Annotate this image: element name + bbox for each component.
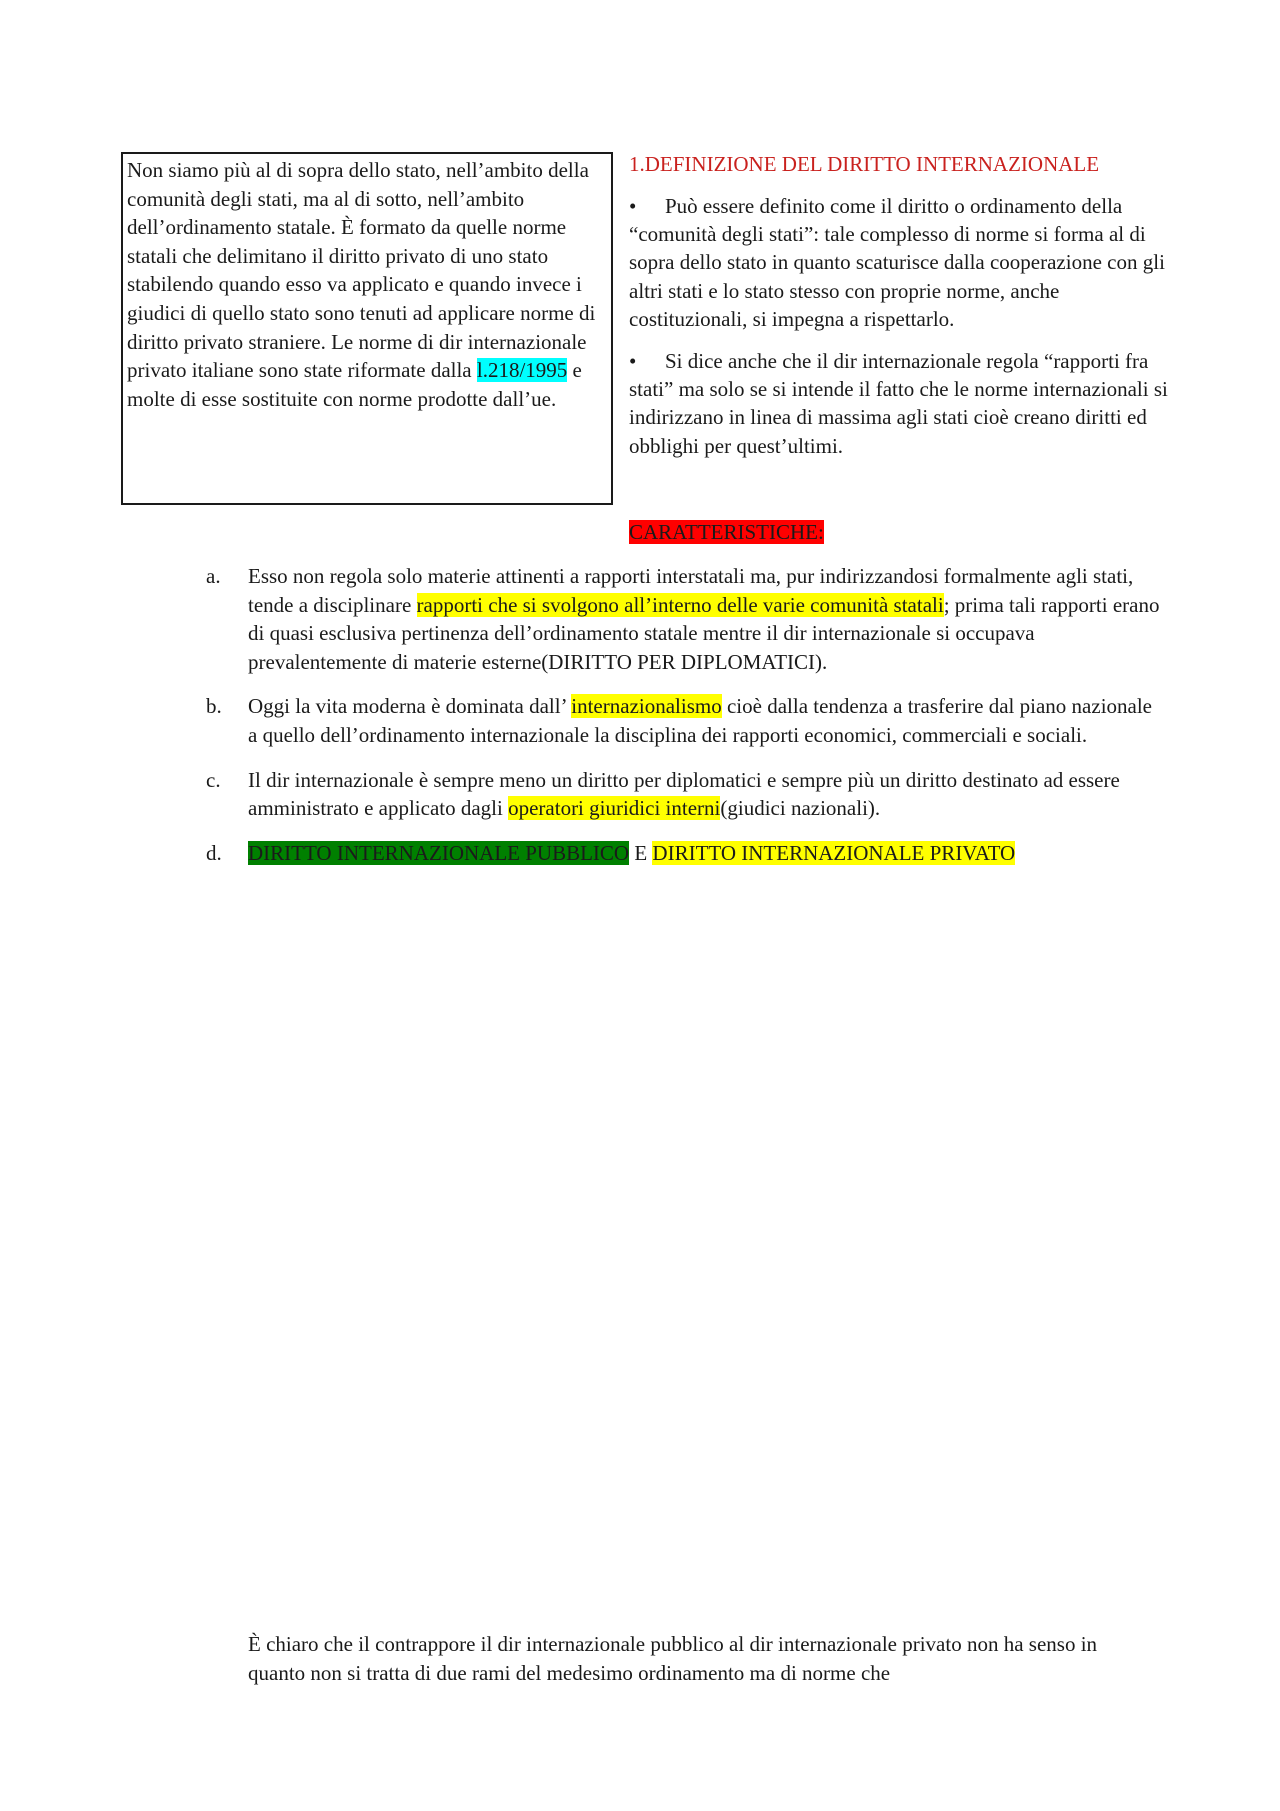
definition-bullet (629, 347, 1169, 460)
bullet-icon: • (629, 349, 637, 374)
characteristics-list (206, 562, 1166, 883)
characteristics-label (629, 518, 824, 546)
definition-bullet-text: Può essere definito come il diritto o ordinamento della “comunità degli stati”: tale complesso di norme si forma al di sopra dello stato in quanto scaturisce dalla cooperazione con gli altri stati e lo stato stesso con proprie norme, anche costituzionali, si impegna a rispettarlo. (629, 194, 1165, 331)
list-item (206, 562, 1166, 676)
definition-title: 1.DEFINIZIONE DEL DIRITTO INTERNAZIONALE (629, 152, 1100, 176)
list-item-text-before: Il dir internazionale è sempre meno un diritto per diplomatici e sempre più un diritto destinato ad essere amministrato e applicato dagli (248, 767, 1120, 821)
list-item-text-before: Oggi la vita moderna è dominata dall’ (248, 694, 572, 719)
list-item (206, 692, 1166, 749)
bullet-icon: • (629, 194, 637, 218)
side-note-text-before: Non siamo più al di sopra dello stato, nell’ambito della comunità degli stati, ma al di sotto, nell’ambito dell’ordinamento statale. È formato da quelle norme statali che delimitano il diritto privato di uno stato stabilendo quando esso va applicato e quando invece i giudici di quello stato sono tenuti ad applicare norme di diritto privato straniere. Le norme di dir internazionale privato italiane sono state riformate dalla (127, 158, 596, 383)
list-item-text-after: (giudici nazionali). (720, 796, 881, 821)
list-marker: c. (206, 767, 221, 792)
private-law-highlight: DIRITTO INTERNAZIONALE PRIVATO (652, 840, 1016, 865)
list-marker: b. (206, 694, 222, 719)
side-note-text-after: e molte di esse sostituite con norme prodotte dall’ue. (127, 358, 582, 411)
law-reference-highlight: l.218/1995 (476, 358, 568, 383)
definition-bullet-text: Si dice anche che il dir internazionale regola “rapporti fra stati” ma solo se si intende il fatto che le norme internazionali si indirizzano in linea di massima agli stati cioè creano diritti ed obblighi per quest’ultimi. (629, 349, 1168, 458)
list-item-text-before: Esso non regola solo materie attinenti a rapporti interstatali ma, pur indirizzandosi formalmente agli stati, tende a disciplinare (248, 564, 1134, 617)
characteristics-label-highlight: CARATTERISTICHE: (629, 520, 824, 544)
list-item (206, 766, 1166, 823)
list-item-highlight: operatori giuridici interni (508, 796, 721, 821)
list-item-conjunction: E (629, 840, 653, 865)
list-item-text-after: ; prima tali rapporti erano di quasi esclusiva pertinenza dell’ordinamento statale mentre il dir internazionale si occupava prevalentemente di materie esterne(DIRITTO PER DIPLOMATICI). (248, 592, 1160, 674)
list-item-highlight: rapporti che si svolgono all’interno delle varie comunità statali (416, 592, 944, 617)
list-item-text-after: cioè dalla tendenza a trasferire dal piano nazionale a quello dell’ordinamento internazionale la disciplina dei rapporti economici, commerciali e sociali. (248, 694, 1152, 747)
list-item (206, 839, 1166, 868)
public-law-highlight: DIRITTO INTERNAZIONALE PUBBLICO (248, 840, 630, 865)
list-marker: a. (206, 564, 221, 588)
bottom-paragraph: È chiaro che il contrappore il dir internazionale pubblico al dir internazionale privato non ha senso in quanto non si tratta di due rami del medesimo ordinamento ma di norme che (248, 1632, 1098, 1685)
definition-bullet (629, 192, 1169, 333)
side-note-box (121, 152, 613, 505)
definition-section (629, 148, 1169, 474)
list-marker: d. (206, 840, 222, 865)
list-item-highlight: internazionalismo (571, 694, 722, 719)
